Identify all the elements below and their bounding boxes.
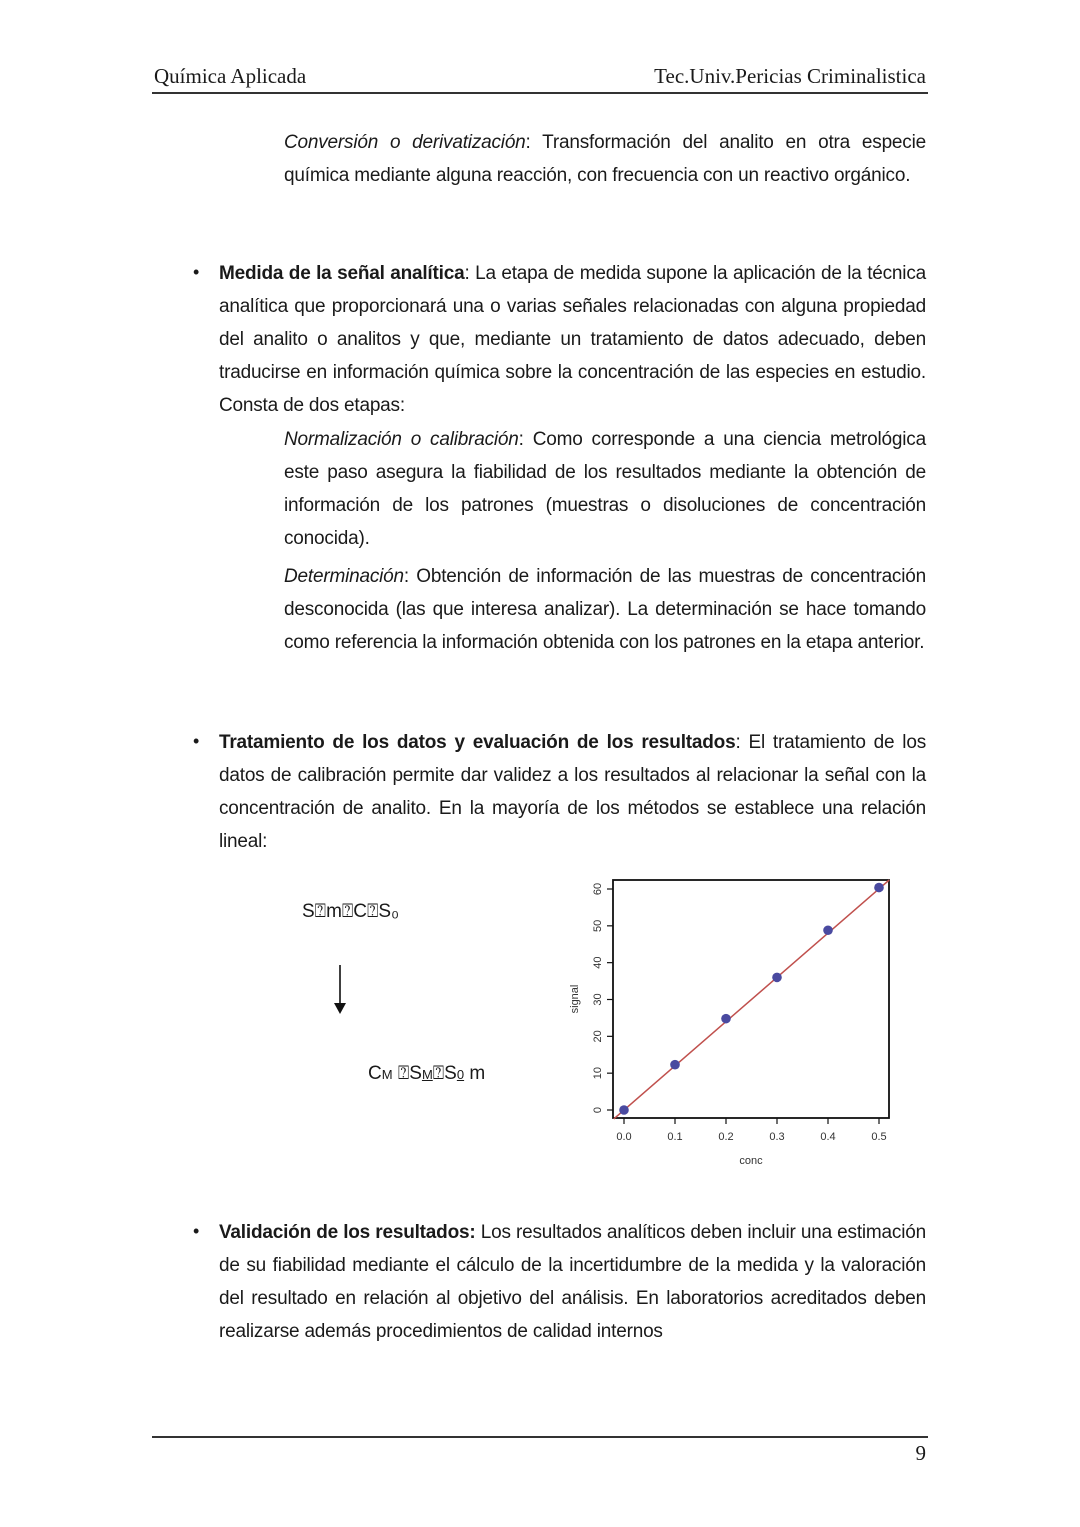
page-header bbox=[152, 62, 928, 94]
term-conversion: Conversión o derivatización bbox=[284, 132, 526, 153]
y-tick-label: 40 bbox=[592, 956, 604, 969]
paragraph-determinacion: Determinación: Obtención de información de las muestras de concentración desconocida (las que interesa analizar). La determinación se hace tomando como referencia la información obtenida con los patrones en la etapa anterior. bbox=[284, 566, 926, 653]
page-number: 9 bbox=[915, 1441, 926, 1465]
term-determinacion: Determinación bbox=[284, 566, 404, 587]
text-tratamiento: El tratamiento de los datos de calibración permite dar validez a los resultados al relacionar la señal con la concentración de analito. En la mayoría de los métodos se establece una relación lineal: bbox=[219, 732, 926, 852]
term-validacion: Validación de los resultados: bbox=[219, 1222, 476, 1243]
x-tick-label: 0.1 bbox=[667, 1131, 683, 1143]
x-tick-label: 0.5 bbox=[871, 1131, 887, 1143]
paragraph-tratamiento: Tratamiento de los datos y evaluación de los resultados: El tratamiento de los datos de calibración permite dar validez a los resultados al relacionar la señal con la concentración de analito. En la mayoría de los métodos se establece una relación lineal: bbox=[219, 732, 926, 852]
y-tick-label: 30 bbox=[592, 993, 604, 1006]
data-point bbox=[874, 883, 884, 893]
equation-linear-relation: S⍰m⍰C⍰S₀ bbox=[302, 901, 399, 922]
bullet-icon: • bbox=[193, 731, 200, 751]
x-tick-label: 0.3 bbox=[769, 1131, 785, 1143]
y-tick-label: 10 bbox=[592, 1067, 604, 1080]
header-course-title: Química Aplicada bbox=[154, 64, 307, 88]
data-point bbox=[670, 1060, 680, 1070]
text-normalizacion: Como corresponde a una ciencia metrológica este paso asegura la fiabilidad de los resultados mediante la obtención de información de los patrones (muestras o disoluciones de concentración conocida). bbox=[284, 429, 926, 549]
bullet-icon: • bbox=[193, 1221, 200, 1241]
paragraph-validacion bbox=[219, 1216, 926, 1348]
text-medida: La etapa de medida supone la aplicación de la técnica analítica que proporcionará una o varias señales relacionadas con alguna propiedad del analito o analitos y que, mediante un tratamiento de datos adecuado, deben traducirse en información química sobre la concentración de las especies en estudio. Consta de dos etapas: bbox=[219, 263, 926, 416]
y-tick-label: 60 bbox=[592, 882, 604, 896]
text-conversion: Transformación del analito en otra especie química mediante alguna reacción, con frecuencia con un reactivo orgánico. bbox=[284, 132, 926, 186]
x-tick-label: 0.0 bbox=[616, 1131, 632, 1143]
data-point bbox=[721, 1014, 731, 1024]
paragraph-normalizacion: Normalización o calibración: Como corresponde a una ciencia metrológica este paso asegura la fiabilidad de los resultados mediante la obtención de información de los patrones (muestras o disoluciones de concentración conocida). bbox=[284, 429, 926, 549]
x-axis-label: conc bbox=[739, 1155, 763, 1167]
data-point bbox=[823, 925, 833, 935]
y-axis-label: signal bbox=[569, 984, 581, 1014]
text-validacion: Los resultados analíticos deben incluir una estimación de su fiabilidad mediante el cálculo de la incertidumbre de la medida y la valoración del resultado en relación al objetivo del análisis. En laboratorios acreditados deben realizarse además procedimientos de calidad internos bbox=[219, 1222, 926, 1342]
y-tick-label: 50 bbox=[592, 919, 604, 932]
paragraph-medida: Medida de la señal analítica: La etapa de medida supone la aplicación de la técnica analítica que proporcionará una o varias señales relacionadas con alguna propiedad del analito o analitos y que, mediante un tratamiento de datos adecuado, deben traducirse en información química sobre la concentración de las especies en estudio. Consta de dos etapas: bbox=[219, 263, 926, 416]
term-normalizacion: Normalización o calibración bbox=[284, 429, 519, 450]
paragraph-conversion: Conversión o derivatización: Transformación del analito en otra especie química mediante alguna reacción, con frecuencia con un reactivo orgánico. bbox=[284, 132, 926, 186]
arrow-down-icon bbox=[333, 965, 347, 1015]
header-program-title: Tec.Univ.Pericias Criminalistica bbox=[654, 64, 926, 88]
y-tick-label: 20 bbox=[592, 1030, 604, 1043]
calibration-chart bbox=[560, 870, 900, 1180]
text-determinacion: Obtención de información de las muestras de concentración desconocida (las que interesa analizar). La determinación se hace tomando como referencia la información obtenida con los patrones en la etapa anterior. bbox=[284, 566, 926, 653]
bullet-icon: • bbox=[193, 262, 200, 282]
x-tick-label: 0.2 bbox=[718, 1131, 734, 1143]
page-footer bbox=[152, 1436, 928, 1465]
x-axis-ticks bbox=[616, 1118, 886, 1143]
y-axis-ticks bbox=[592, 883, 613, 1113]
data-point bbox=[619, 1105, 629, 1115]
term-medida: Medida de la señal analítica bbox=[219, 263, 465, 284]
x-tick-label: 0.4 bbox=[820, 1131, 836, 1143]
term-tratamiento: Tratamiento de los datos y evaluación de los resultados bbox=[219, 732, 736, 753]
y-tick-label: 0 bbox=[592, 1106, 604, 1114]
data-point bbox=[772, 973, 782, 983]
equation-concentration: CM ⍰SM⍰S0 m bbox=[368, 1063, 486, 1084]
